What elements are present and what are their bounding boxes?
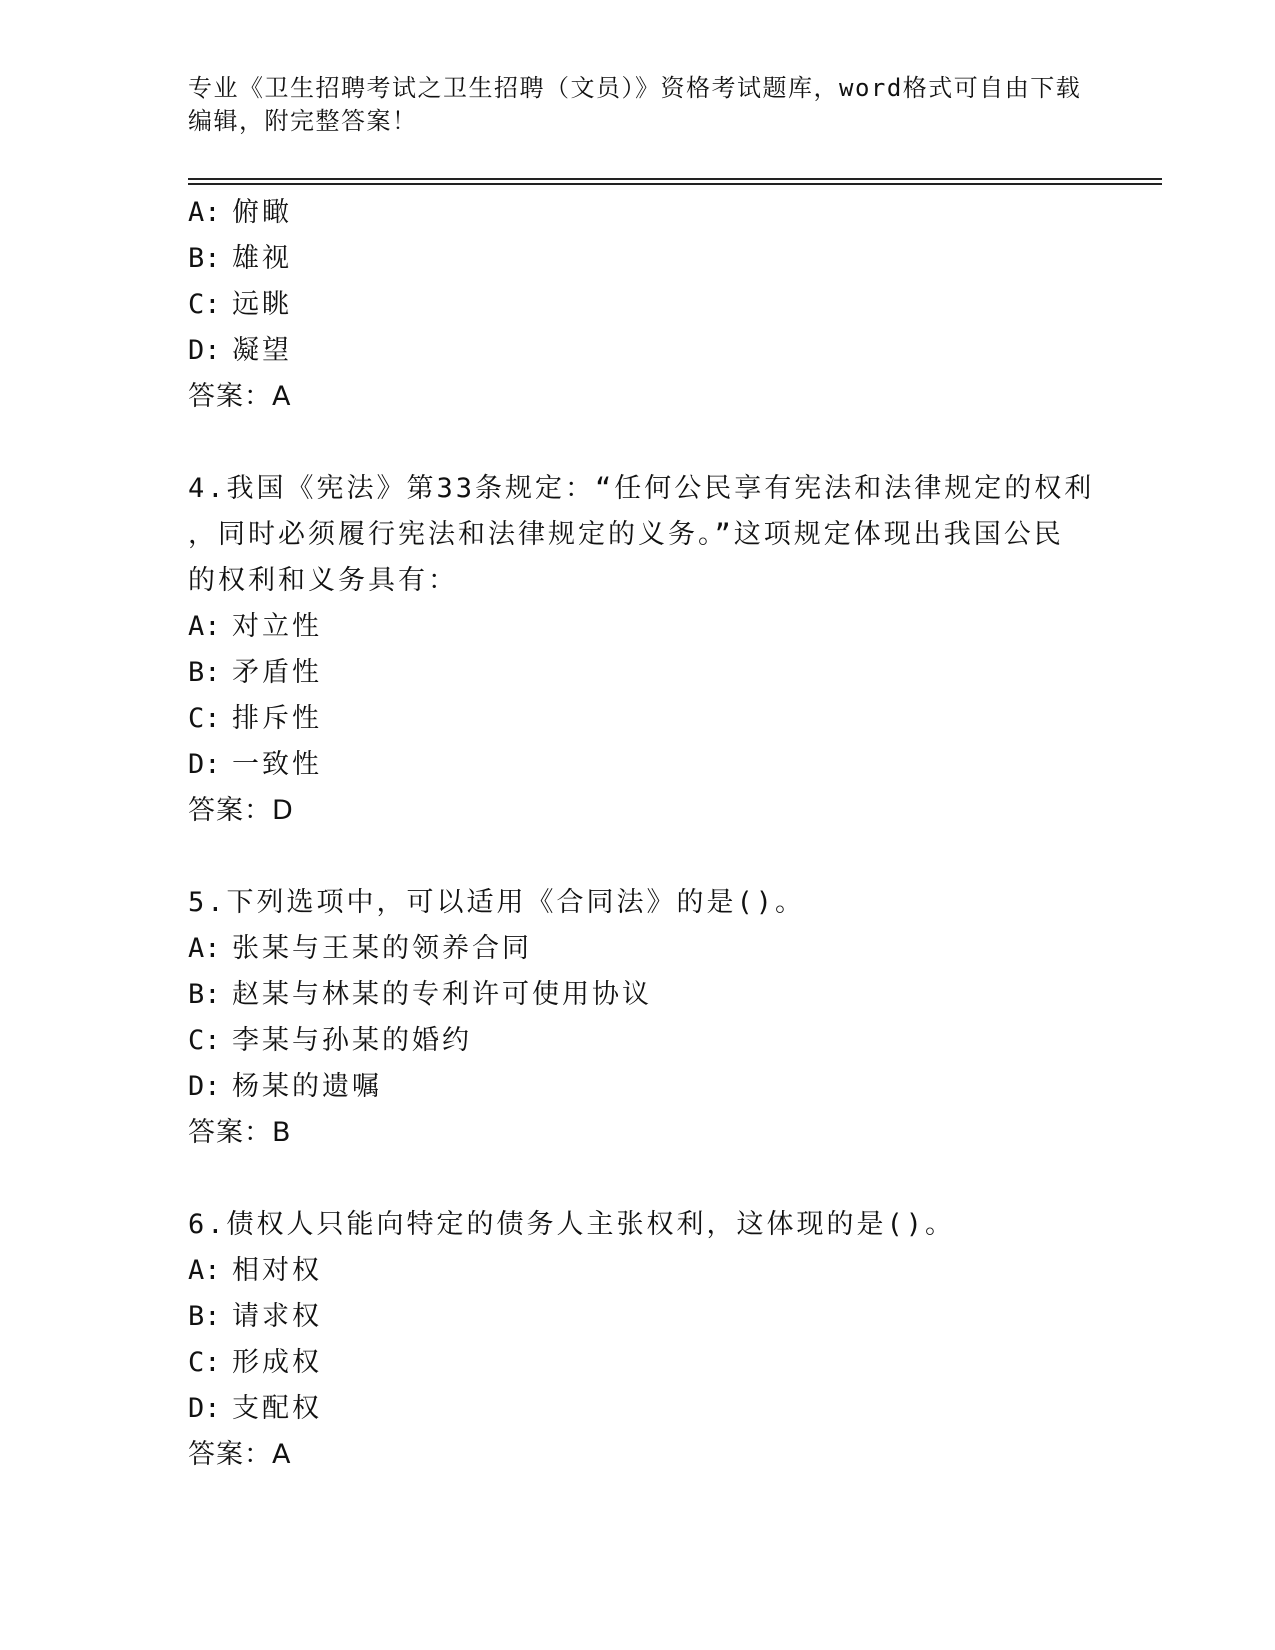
- question-6: [188, 1202, 1088, 1478]
- option-b: B: 请求权: [188, 1301, 322, 1332]
- option-c: C: 李某与孙某的婚约: [188, 1025, 472, 1056]
- option-a: A: 张某与王某的领养合同: [188, 933, 532, 964]
- header-divider-bottom: [188, 183, 1162, 185]
- header-line-1: 专业《卫生招聘考试之卫生招聘（文员）》资格考试题库，word格式可自由下载: [188, 74, 1082, 102]
- answer-line: 答案：A: [188, 1439, 292, 1470]
- question-4: [188, 466, 1095, 834]
- option-a: A: 对立性: [188, 611, 322, 642]
- option-c: C: 形成权: [188, 1347, 322, 1378]
- document-header: [188, 72, 1088, 138]
- option-d: D: 一致性: [188, 749, 322, 780]
- question-text: 5.下列选项中，可以适用《合同法》的是()。: [188, 887, 806, 918]
- header-line-2: 编辑，附完整答案！: [188, 107, 418, 135]
- question-3: [188, 190, 1088, 420]
- header-divider-top: [188, 178, 1162, 180]
- option-b: B: 赵某与林某的专利许可使用协议: [188, 979, 652, 1010]
- spacer: [188, 1156, 1088, 1202]
- option-b: B: 雄视: [188, 243, 292, 274]
- option-d: D: 凝望: [188, 335, 292, 366]
- answer-line: 答案：D: [188, 795, 294, 826]
- option-c: C: 远眺: [188, 289, 292, 320]
- answer-line: 答案：B: [188, 1117, 292, 1148]
- option-b: B: 矛盾性: [188, 657, 322, 688]
- question-5: [188, 880, 1088, 1156]
- question-list: [188, 190, 1095, 1478]
- answer-line: 答案：A: [188, 381, 292, 412]
- question-text: 4.我国《宪法》第33条规定：“任何公民享有宪法和法律规定的权利 ，同时必须履行宪法和法律规定的义务。”这项规定体现出我国公民 的权利和义务具有：: [188, 473, 1095, 596]
- question-text: 6.债权人只能向特定的债务人主张权利，这体现的是()。: [188, 1209, 956, 1240]
- option-d: D: 支配权: [188, 1393, 322, 1424]
- option-c: C: 排斥性: [188, 703, 322, 734]
- option-a: A: 俯瞰: [188, 197, 292, 228]
- spacer: [188, 420, 1088, 466]
- option-d: D: 杨某的遗嘱: [188, 1071, 382, 1102]
- spacer: [188, 834, 1088, 880]
- option-a: A: 相对权: [188, 1255, 322, 1286]
